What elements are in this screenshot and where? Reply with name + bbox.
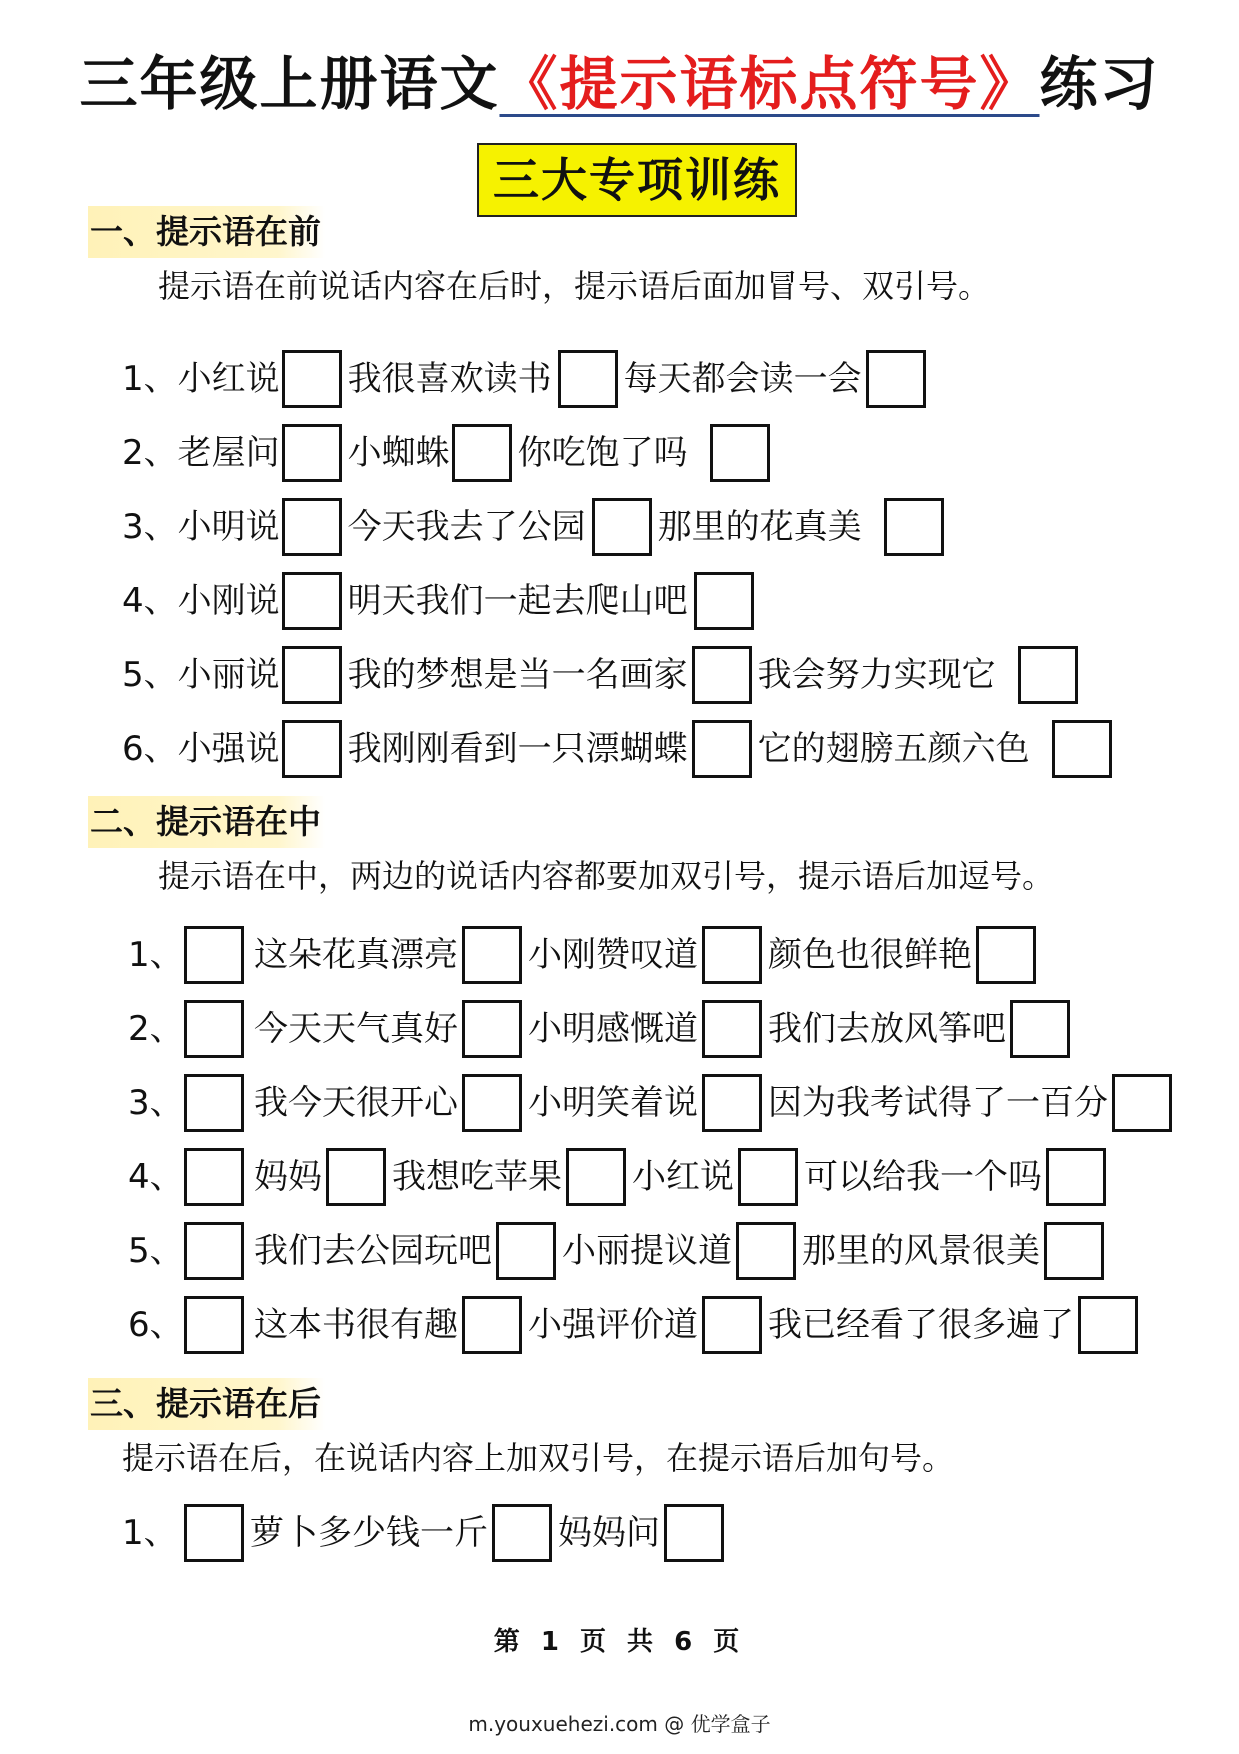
item-text: 你吃饱了吗 — [517, 433, 688, 473]
item-text: 每天都会读一会 — [623, 359, 862, 399]
item-text: 今天天气真好 — [254, 1009, 458, 1049]
answer-box[interactable] — [702, 1000, 762, 1058]
exercise-row — [128, 1000, 1070, 1058]
section-note: 提示语在中，两边的说话内容都要加双引号，提示语后加逗号。 — [158, 857, 1055, 895]
item-number: 1、 — [122, 1513, 178, 1553]
answer-box[interactable] — [452, 424, 512, 482]
answer-box[interactable] — [702, 1074, 762, 1132]
section-note: 提示语在前说话内容在后时，提示语后面加冒号、双引号。 — [158, 267, 991, 305]
exercise-row — [122, 350, 926, 408]
item-text: 小丽提议道 — [562, 1231, 732, 1271]
answer-box[interactable] — [282, 572, 342, 630]
exercise-row — [122, 1504, 724, 1562]
item-text: 这朵花真漂亮 — [254, 935, 458, 975]
exercise-row — [122, 498, 944, 556]
page-number: 第 1 页 共 6 页 — [493, 1627, 746, 1657]
answer-box[interactable] — [664, 1504, 724, 1562]
item-text: 我们去放风筝吧 — [768, 1009, 1006, 1049]
answer-box[interactable] — [1112, 1074, 1172, 1132]
item-number: 3、 — [122, 507, 178, 547]
item-text: 妈妈问 — [558, 1513, 660, 1553]
answer-box[interactable] — [1052, 720, 1112, 778]
answer-box[interactable] — [492, 1504, 552, 1562]
item-number: 4、 — [128, 1157, 184, 1197]
exercise-row — [122, 424, 770, 482]
section-heading: 一、提示语在前 — [88, 206, 325, 258]
item-text: 可以给我一个吗 — [804, 1157, 1042, 1197]
answer-box[interactable] — [326, 1148, 386, 1206]
answer-box[interactable] — [692, 646, 752, 704]
item-text: 这本书很有趣 — [254, 1305, 458, 1345]
item-text: 我刚刚看到一只漂蝴蝶 — [347, 729, 688, 769]
answer-box[interactable] — [866, 350, 926, 408]
answer-box[interactable] — [184, 926, 244, 984]
item-text: 小刚赞叹道 — [528, 935, 698, 975]
answer-box[interactable] — [558, 350, 618, 408]
item-text: 我的梦想是当一名画家 — [347, 655, 688, 695]
exercise-row — [128, 1222, 1104, 1280]
item-text: 妈妈 — [254, 1157, 322, 1197]
item-text: 小明笑着说 — [528, 1083, 698, 1123]
answer-box[interactable] — [184, 1222, 244, 1280]
answer-box[interactable] — [282, 646, 342, 704]
item-text: 明天我们一起去爬山吧 — [347, 581, 688, 621]
item-text: 因为我考试得了一百分 — [768, 1083, 1108, 1123]
answer-box[interactable] — [1078, 1296, 1138, 1354]
item-text: 小刚说 — [177, 581, 280, 621]
item-number: 6、 — [128, 1305, 184, 1345]
answer-box[interactable] — [462, 926, 522, 984]
section-heading: 三、提示语在后 — [88, 1378, 325, 1430]
item-text: 小强评价道 — [528, 1305, 698, 1345]
answer-box[interactable] — [736, 1222, 796, 1280]
item-text: 小明感慨道 — [528, 1009, 698, 1049]
answer-box[interactable] — [1010, 1000, 1070, 1058]
item-number: 5、 — [122, 655, 178, 695]
answer-box[interactable] — [592, 498, 652, 556]
subtitle-badge: 三大专项训练 — [477, 143, 797, 217]
answer-box[interactable] — [184, 1000, 244, 1058]
item-text: 萝卜多少钱一斤 — [250, 1513, 488, 1553]
answer-box[interactable] — [884, 498, 944, 556]
item-text: 小强说 — [177, 729, 280, 769]
page-title — [0, 44, 1239, 124]
item-text: 那里的风景很美 — [802, 1231, 1040, 1271]
item-number: 6、 — [122, 729, 178, 769]
answer-box[interactable] — [184, 1148, 244, 1206]
answer-box[interactable] — [282, 498, 342, 556]
item-text: 小蜘蛛 — [347, 433, 450, 473]
answer-box[interactable] — [282, 350, 342, 408]
title-prefix: 三年级上册语文 — [79, 50, 500, 118]
answer-box[interactable] — [1018, 646, 1078, 704]
exercise-row — [122, 572, 754, 630]
item-text: 小丽说 — [177, 655, 280, 695]
answer-box[interactable] — [462, 1000, 522, 1058]
item-text: 小红说 — [177, 359, 280, 399]
exercise-row — [122, 720, 1112, 778]
item-text: 今天我去了公园 — [347, 507, 586, 547]
exercise-row — [128, 1296, 1138, 1354]
answer-box[interactable] — [282, 424, 342, 482]
exercise-row — [122, 646, 1078, 704]
item-text: 我想吃苹果 — [392, 1157, 562, 1197]
item-number: 2、 — [122, 433, 178, 473]
answer-box[interactable] — [282, 720, 342, 778]
item-number: 3、 — [128, 1083, 184, 1123]
section-note: 提示语在后，在说话内容上加双引号，在提示语后加句号。 — [122, 1439, 955, 1477]
exercise-row — [128, 926, 1036, 984]
exercise-row — [128, 1148, 1106, 1206]
item-number: 1、 — [128, 935, 184, 975]
answer-box[interactable] — [1044, 1222, 1104, 1280]
watermark: m.youxuehezi.com @ 优学盒子 — [468, 1712, 771, 1736]
answer-box[interactable] — [1046, 1148, 1106, 1206]
item-text: 我们去公园玩吧 — [254, 1231, 492, 1271]
item-text: 那里的花真美 — [657, 507, 862, 547]
section-heading: 二、提示语在中 — [88, 796, 325, 848]
item-number: 5、 — [128, 1231, 184, 1271]
title-highlight: 《提示语标点符号》 — [499, 50, 1040, 118]
answer-box[interactable] — [694, 572, 754, 630]
item-number: 4、 — [122, 581, 178, 621]
item-text: 我已经看了很多遍了 — [768, 1305, 1074, 1345]
answer-box[interactable] — [702, 926, 762, 984]
item-text: 小明说 — [177, 507, 280, 547]
item-text: 老屋问 — [177, 433, 280, 473]
answer-box[interactable] — [702, 1296, 762, 1354]
answer-box[interactable] — [710, 424, 770, 482]
item-text: 我会努力实现它 — [757, 655, 996, 695]
answer-box[interactable] — [184, 1504, 244, 1562]
item-text: 颜色也很鲜艳 — [768, 935, 972, 975]
item-text: 我很喜欢读书 — [347, 359, 552, 399]
title-suffix: 练习 — [1039, 50, 1160, 118]
answer-box[interactable] — [184, 1296, 244, 1354]
item-text: 小红说 — [632, 1157, 734, 1197]
item-text: 我今天很开心 — [254, 1083, 458, 1123]
answer-box[interactable] — [738, 1148, 798, 1206]
answer-box[interactable] — [496, 1222, 556, 1280]
answer-box[interactable] — [976, 926, 1036, 984]
answer-box[interactable] — [462, 1296, 522, 1354]
exercise-row — [128, 1074, 1172, 1132]
item-number: 2、 — [128, 1009, 184, 1049]
item-text: 它的翅膀五颜六色 — [757, 729, 1030, 769]
answer-box[interactable] — [462, 1074, 522, 1132]
item-number: 1、 — [122, 359, 178, 399]
answer-box[interactable] — [184, 1074, 244, 1132]
answer-box[interactable] — [566, 1148, 626, 1206]
answer-box[interactable] — [692, 720, 752, 778]
